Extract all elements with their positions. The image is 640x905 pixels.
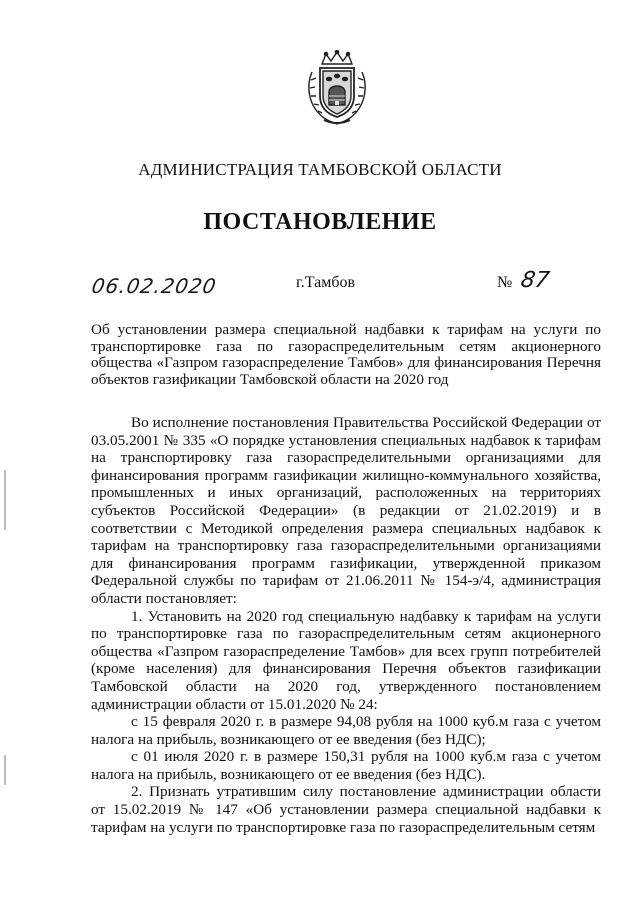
handwritten-date: 06.02.2020 bbox=[89, 274, 219, 298]
handwritten-number: 87 bbox=[518, 268, 552, 293]
paragraph-preamble: Во исполнение постановления Правительства Российской Федерации от 03.05.2001 № 335 «О порядке установления специальных надбавок к тарифам на транспортировку газа газораспределительными организациями для финансирования программ газификации жилищно-коммунального хозяйства, промышленных и иных организаций, расположенных на территориях субъектов Российской Федерации» (в редакции от 21.02.2019) и в соответствии с Методикой определения размера специальных надбавок к тарифам на транспортировку газа газораспределительными организациями для финансирования программ газификации, утвержденной приказом Федеральной службы по тарифам от 21.06.2011 № 154-э/4, администрация области постановляет: bbox=[91, 414, 601, 607]
paragraph-item-1: 1. Установить на 2020 год специальную надбавку к тарифам на услуги по транспортировке газа по газораспределительным сетям акционерного общества «Газпром газораспределение Тамбов» для всех групп потребителей (кроме населения) для финансирования Перечня объектов газификации Тамбовской области на 2020 год, утвержденного постановлением администрации области от 15.01.2020 № 24: bbox=[91, 607, 601, 713]
paragraph-rate-july: с 01 июля 2020 г. в размере 150,31 рубля на 1000 куб.м газа с учетом налога на прибыль, возникающего от ее введения (без НДС). bbox=[91, 748, 601, 783]
scan-edge-mark bbox=[4, 755, 6, 785]
document-type-title: ПОСТАНОВЛЕНИЕ bbox=[203, 209, 437, 235]
document-body bbox=[91, 414, 601, 836]
paragraph-item-2: 2. Признать утратившим силу постановление администрации области от 15.02.2019 № 147 «Об установлении размера специальной надбавки к тарифам на услуги по транспортировке газа по газораспределительным сетям bbox=[91, 783, 601, 836]
issue-city: г.Тамбов bbox=[296, 274, 356, 291]
document-subject: Об установлении размера специальной надбавки к тарифам на услуги по транспортировке газа по газораспределительным сетям акционерного общества «Газпром газораспределение Тамбов» для финансирования Перечня объектов газификации Тамбовской области на 2020 год bbox=[91, 321, 601, 388]
document-meta-row bbox=[0, 268, 640, 308]
number-sign: № bbox=[497, 274, 513, 291]
coat-of-arms-icon bbox=[302, 50, 372, 126]
scan-edge-mark bbox=[4, 470, 6, 530]
issuing-authority: АДМИНИСТРАЦИЯ ТАМБОВСКОЙ ОБЛАСТИ bbox=[138, 160, 502, 179]
paragraph-rate-february: с 15 февраля 2020 г. в размере 94,08 рубля на 1000 куб.м газа с учетом налога на прибыль, возникающего от ее введения (без НДС); bbox=[91, 713, 601, 748]
